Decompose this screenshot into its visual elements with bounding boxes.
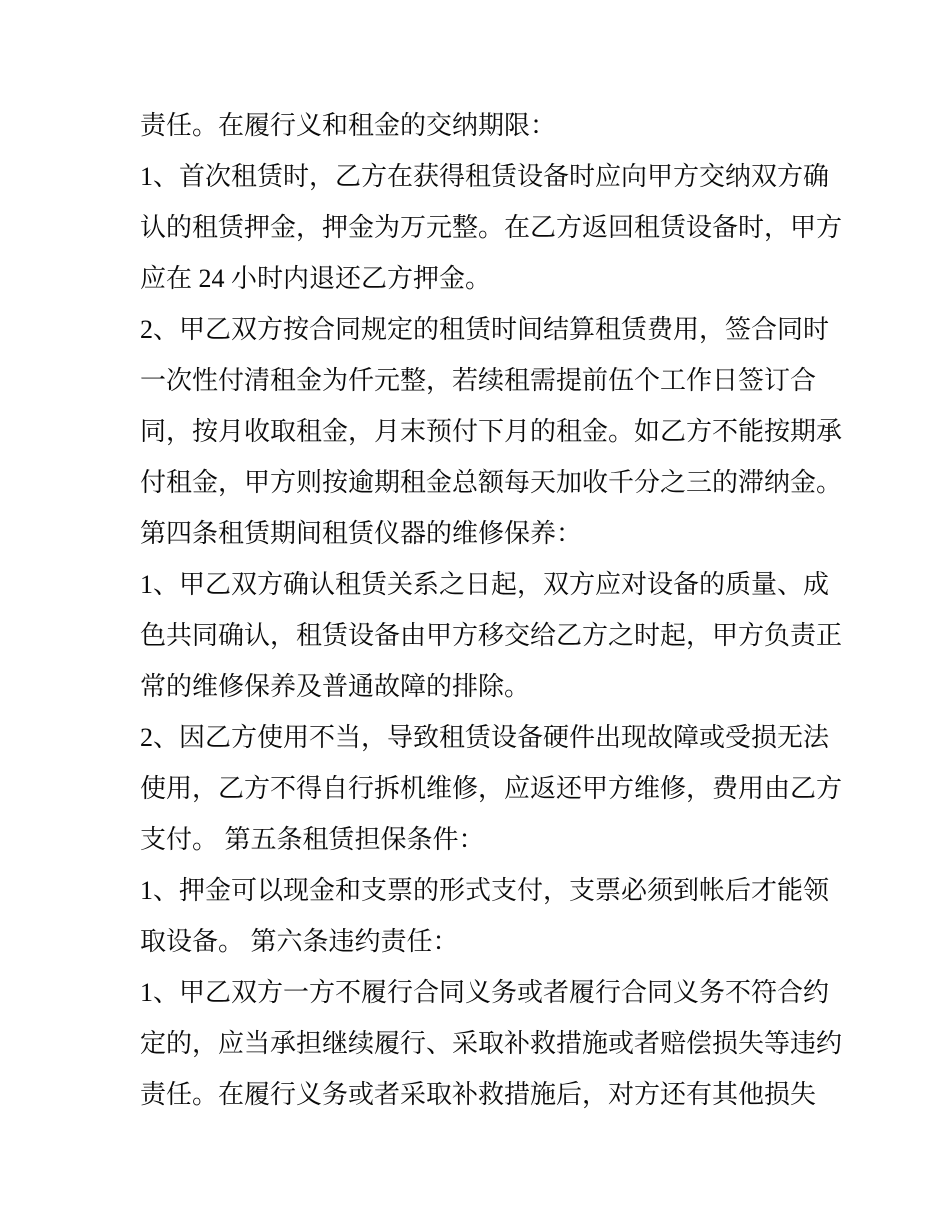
text-line: 支付。 第五条租赁担保条件： xyxy=(140,825,485,854)
text-line: 使用，乙方不得自行拆机维修，应返还甲方维修，费用由乙方 xyxy=(140,774,843,803)
text-line: 第四条租赁期间租赁仪器的维修保养： xyxy=(140,519,583,548)
text-line: 1、甲乙双方一方不履行合同义务或者履行合同义务不符合约 xyxy=(140,978,830,1007)
text-line: 1、押金可以现金和支票的形式支付，支票必须到帐后才能领 xyxy=(140,876,830,905)
text-line: 常的维修保养及普通故障的排除。 xyxy=(140,672,531,701)
text-line: 定的，应当承担继续履行、采取补救措施或者赔偿损失等违约 xyxy=(140,1029,843,1058)
text-line: 1、甲乙双方确认租赁关系之日起，双方应对设备的质量、成 xyxy=(140,570,830,599)
text-line: 2、甲乙双方按合同规定的租赁时间结算租赁费用，签合同时 xyxy=(140,315,830,344)
text-line: 一次性付清租金为仟元整，若续租需提前伍个工作日签订合 xyxy=(140,366,817,395)
text-line: 2、因乙方使用不当，导致租赁设备硬件出现故障或受损无法 xyxy=(140,723,830,752)
text-line: 认的租赁押金，押金为万元整。在乙方返回租赁设备时，甲方 xyxy=(140,213,843,242)
text-line: 取设备。 第六条违约责任： xyxy=(140,927,459,956)
text-line: 责任。在履行义和租金的交纳期限： xyxy=(140,111,557,140)
text-line: 色共同确认，租赁设备由甲方移交给乙方之时起，甲方负责正 xyxy=(140,621,843,650)
text-line: 应在 24 小时内退还乙方押金。 xyxy=(140,264,492,293)
text-line: 同，按月收取租金，月末预付下月的租金。如乙方不能按期承 xyxy=(140,417,843,446)
text-line: 1、首次租赁时，乙方在获得租赁设备时应向甲方交纳双方确 xyxy=(140,162,830,191)
text-line: 付租金，甲方则按逾期租金总额每天加收千分之三的滞纳金。 xyxy=(140,468,843,497)
contract-text-block xyxy=(140,100,900,1120)
text-line: 责任。在履行义务或者采取补救措施后，对方还有其他损失 xyxy=(140,1080,817,1109)
